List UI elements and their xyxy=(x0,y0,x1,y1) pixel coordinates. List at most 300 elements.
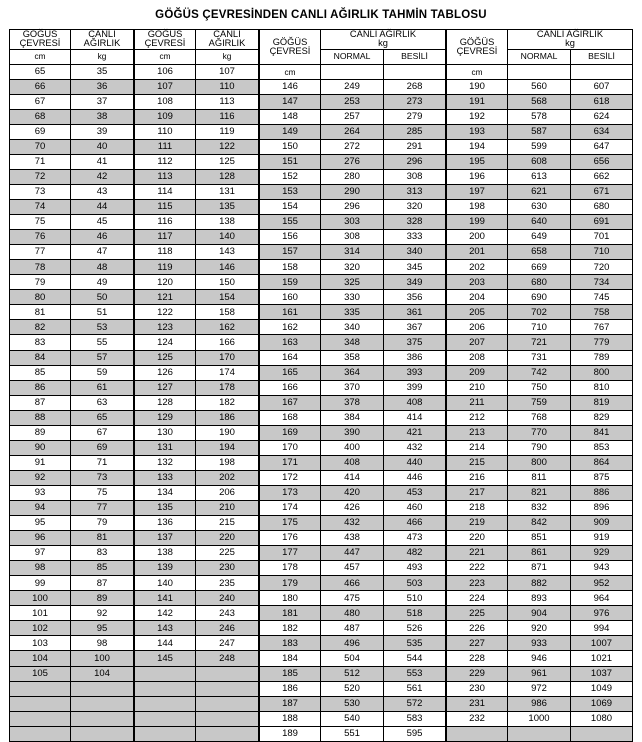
table-cell: 375 xyxy=(384,335,446,350)
header-row-main xyxy=(447,30,633,50)
table-cell: 561 xyxy=(384,681,446,696)
table-cell: 104 xyxy=(71,666,134,681)
table-row xyxy=(135,531,259,546)
table-row xyxy=(447,425,633,440)
table-cell: 578 xyxy=(508,109,571,124)
header-chest: GÖĞÜS ÇEVRESİ xyxy=(10,30,71,50)
header-unit-besili-spacer xyxy=(384,64,446,79)
table-cell: 154 xyxy=(260,200,321,215)
table-row xyxy=(135,335,259,350)
table-cell: 97 xyxy=(10,546,71,561)
table-row xyxy=(447,185,633,200)
table-cell: 851 xyxy=(508,531,571,546)
table-cell: 75 xyxy=(71,485,134,500)
table-cell: 460 xyxy=(384,501,446,516)
table-cell: 59 xyxy=(71,365,134,380)
table-cell: 367 xyxy=(384,320,446,335)
table-cell: 544 xyxy=(384,651,446,666)
table-cell: 662 xyxy=(571,169,633,184)
table-cell: 742 xyxy=(508,365,571,380)
table-cell: 73 xyxy=(71,470,134,485)
table-cell: 133 xyxy=(135,470,196,485)
table-cell: 207 xyxy=(447,335,508,350)
table-row xyxy=(447,305,633,320)
table-cell: 113 xyxy=(135,169,196,184)
table-row xyxy=(135,380,259,395)
table-cell: 273 xyxy=(384,94,446,109)
table-row xyxy=(135,621,259,636)
table-cell: 92 xyxy=(10,470,71,485)
table-cell: 909 xyxy=(571,516,633,531)
table-cell: 253 xyxy=(321,94,384,109)
table-row xyxy=(260,350,446,365)
table-row xyxy=(447,516,633,531)
header-weight: CANLI AĞIRLIK xyxy=(71,30,134,50)
table-cell: 832 xyxy=(508,501,571,516)
header-chest: GÖĞÜS ÇEVRESİ xyxy=(447,30,508,65)
table-cell: 147 xyxy=(260,94,321,109)
table-cell: 893 xyxy=(508,591,571,606)
table-cell: 285 xyxy=(384,124,446,139)
table-row xyxy=(10,275,134,290)
table-row xyxy=(135,711,259,726)
table-row xyxy=(10,546,134,561)
table-cell: 180 xyxy=(260,591,321,606)
header-besili: BESİLİ xyxy=(571,49,633,64)
table-group-3-body xyxy=(260,79,446,741)
table-cell: 972 xyxy=(508,681,571,696)
table-cell: 182 xyxy=(196,395,259,410)
table-row xyxy=(135,591,259,606)
table-row xyxy=(447,681,633,696)
header-weight xyxy=(508,30,633,50)
table-row xyxy=(260,380,446,395)
table-cell: 790 xyxy=(508,440,571,455)
table-cell: 48 xyxy=(71,260,134,275)
table-row xyxy=(260,561,446,576)
table-cell: 152 xyxy=(260,169,321,184)
table-cell: 811 xyxy=(508,470,571,485)
header-unit-kg: kg xyxy=(378,38,388,49)
table-cell: 79 xyxy=(71,516,134,531)
table-cell: 933 xyxy=(508,636,571,651)
table-cell: 358 xyxy=(321,350,384,365)
table-cell: 503 xyxy=(384,576,446,591)
table-cell: 229 xyxy=(447,666,508,681)
table-cell: 328 xyxy=(384,215,446,230)
table-cell: 496 xyxy=(321,636,384,651)
table-cell: 200 xyxy=(447,230,508,245)
table-row xyxy=(135,696,259,711)
table-cell: 101 xyxy=(10,606,71,621)
header-unit-besili-spacer xyxy=(571,64,633,79)
table-cell: 335 xyxy=(321,305,384,320)
table-row xyxy=(135,666,259,681)
table-cell: 199 xyxy=(447,215,508,230)
table-row xyxy=(135,561,259,576)
table-cell: 886 xyxy=(571,485,633,500)
table-row xyxy=(10,305,134,320)
table-cell: 384 xyxy=(321,410,384,425)
table-row xyxy=(447,651,633,666)
table-cell: 325 xyxy=(321,275,384,290)
table-cell: 669 xyxy=(508,260,571,275)
table-row xyxy=(135,410,259,425)
header-unit-normal-spacer xyxy=(508,64,571,79)
table-cell: 76 xyxy=(10,230,71,245)
table-cell: 96 xyxy=(10,531,71,546)
table-cell: 432 xyxy=(384,440,446,455)
table-cell: 61 xyxy=(71,380,134,395)
table-cell: 279 xyxy=(384,109,446,124)
table-cell: 634 xyxy=(571,124,633,139)
table-cell: 853 xyxy=(571,440,633,455)
table-cell: 330 xyxy=(321,290,384,305)
table-cell: 134 xyxy=(135,485,196,500)
table-cell: 117 xyxy=(135,230,196,245)
table-cell: 466 xyxy=(321,576,384,591)
table-cell: 750 xyxy=(508,380,571,395)
table-cell: 135 xyxy=(135,501,196,516)
table-cell: 227 xyxy=(447,636,508,651)
table-row xyxy=(10,470,134,485)
header-row-units xyxy=(10,49,134,64)
table-row xyxy=(260,94,446,109)
table-cell: 131 xyxy=(196,185,259,200)
header-row-main xyxy=(135,30,259,50)
table-cell: 159 xyxy=(260,275,321,290)
table-cell: 215 xyxy=(196,516,259,531)
table-cell: 142 xyxy=(135,606,196,621)
table-cell: 731 xyxy=(508,350,571,365)
table-row xyxy=(260,425,446,440)
table-cell: 225 xyxy=(196,546,259,561)
table-cell: 399 xyxy=(384,380,446,395)
table-cell: 105 xyxy=(10,666,71,681)
table-cell: 46 xyxy=(71,230,134,245)
table-row xyxy=(260,470,446,485)
table-cell: 745 xyxy=(571,290,633,305)
table-row xyxy=(10,636,134,651)
table-row xyxy=(135,546,259,561)
table-row xyxy=(10,185,134,200)
table-cell: 608 xyxy=(508,154,571,169)
table-cell: 348 xyxy=(321,335,384,350)
table-row xyxy=(135,275,259,290)
table-cell xyxy=(135,681,196,696)
table-row xyxy=(135,124,259,139)
header-normal: NORMAL xyxy=(508,49,571,64)
table-group-2-header xyxy=(135,30,259,65)
table-cell: 1080 xyxy=(571,711,633,726)
table-cell: 137 xyxy=(135,531,196,546)
table-row xyxy=(10,154,134,169)
header-normal: NORMAL xyxy=(321,49,384,64)
table-row xyxy=(10,64,134,79)
table-cell: 71 xyxy=(10,154,71,169)
table-cell: 161 xyxy=(260,305,321,320)
table-row xyxy=(10,531,134,546)
table-cell: 114 xyxy=(135,185,196,200)
table-row xyxy=(260,260,446,275)
table-row xyxy=(10,666,134,681)
table-cell: 540 xyxy=(321,711,384,726)
table-row xyxy=(260,79,446,94)
table-cell: 701 xyxy=(571,230,633,245)
table-cell: 308 xyxy=(321,230,384,245)
table-cell: 649 xyxy=(508,230,571,245)
table-row xyxy=(260,245,446,260)
table-row xyxy=(260,696,446,711)
table-cell: 920 xyxy=(508,621,571,636)
table-cell: 44 xyxy=(71,200,134,215)
table-row xyxy=(447,666,633,681)
table-row xyxy=(447,275,633,290)
table-cell: 228 xyxy=(447,651,508,666)
table-cell xyxy=(135,696,196,711)
table-cell: 181 xyxy=(260,606,321,621)
table-cell: 249 xyxy=(321,79,384,94)
table-cell: 426 xyxy=(321,501,384,516)
table-cell: 170 xyxy=(196,350,259,365)
table-cell: 599 xyxy=(508,139,571,154)
table-cell: 361 xyxy=(384,305,446,320)
table-row xyxy=(10,410,134,425)
table-cell: 156 xyxy=(260,230,321,245)
table-cell: 875 xyxy=(571,470,633,485)
header-unit-kg: kg xyxy=(71,49,134,64)
table-cell: 246 xyxy=(196,621,259,636)
table-row xyxy=(135,154,259,169)
header-weight: CANLI AĞIRLIK xyxy=(196,30,259,50)
table-row xyxy=(260,681,446,696)
table-cell: 349 xyxy=(384,275,446,290)
table-cell: 109 xyxy=(135,109,196,124)
table-cell: 70 xyxy=(10,139,71,154)
table-cell: 128 xyxy=(196,169,259,184)
table-cell: 110 xyxy=(135,124,196,139)
table-cell: 800 xyxy=(571,365,633,380)
table-row xyxy=(447,636,633,651)
table-row xyxy=(135,726,259,741)
table-cell: 264 xyxy=(321,124,384,139)
table-cell: 861 xyxy=(508,546,571,561)
table-cell: 640 xyxy=(508,215,571,230)
table-row xyxy=(447,109,633,124)
table-cell xyxy=(508,726,571,741)
table-row xyxy=(260,124,446,139)
table-cell: 168 xyxy=(260,410,321,425)
table-cell: 45 xyxy=(71,215,134,230)
table-row xyxy=(10,425,134,440)
table-cell xyxy=(196,681,259,696)
table-cell: 205 xyxy=(447,305,508,320)
table-row xyxy=(135,169,259,184)
table-cell: 40 xyxy=(71,139,134,154)
table-row xyxy=(10,109,134,124)
table-cell: 964 xyxy=(571,591,633,606)
table-cell: 98 xyxy=(71,636,134,651)
table-cell: 223 xyxy=(447,576,508,591)
table-row xyxy=(260,666,446,681)
table-row xyxy=(135,260,259,275)
table-row xyxy=(10,335,134,350)
table-cell: 842 xyxy=(508,516,571,531)
table-row xyxy=(135,305,259,320)
table-cell: 475 xyxy=(321,591,384,606)
table-cell: 952 xyxy=(571,576,633,591)
table-cell: 172 xyxy=(260,470,321,485)
table-cell: 204 xyxy=(447,290,508,305)
table-cell: 770 xyxy=(508,425,571,440)
table-cell: 218 xyxy=(447,501,508,516)
table-cell: 243 xyxy=(196,606,259,621)
table-cell: 390 xyxy=(321,425,384,440)
table-cell: 94 xyxy=(10,501,71,516)
table-cell: 150 xyxy=(260,139,321,154)
table-cell: 87 xyxy=(10,395,71,410)
table-cell xyxy=(10,696,71,711)
table-row xyxy=(135,79,259,94)
table-cell: 734 xyxy=(571,275,633,290)
table-row xyxy=(447,531,633,546)
table-cell: 919 xyxy=(571,531,633,546)
table-cell: 167 xyxy=(260,395,321,410)
table-cell: 613 xyxy=(508,169,571,184)
table-cell: 121 xyxy=(135,290,196,305)
table-cell: 169 xyxy=(260,425,321,440)
table-cell: 131 xyxy=(135,440,196,455)
table-cell: 188 xyxy=(260,711,321,726)
table-row xyxy=(135,681,259,696)
table-cell: 248 xyxy=(196,651,259,666)
header-row-main xyxy=(260,30,446,50)
table-row xyxy=(10,169,134,184)
table-cell: 42 xyxy=(71,169,134,184)
table-cell: 553 xyxy=(384,666,446,681)
table-cell: 87 xyxy=(71,576,134,591)
table-row xyxy=(260,335,446,350)
table-cell: 102 xyxy=(10,621,71,636)
table-group-3 xyxy=(259,29,446,742)
table-cell: 176 xyxy=(260,531,321,546)
table-cell: 107 xyxy=(135,79,196,94)
table-row xyxy=(10,139,134,154)
table-cell: 224 xyxy=(447,591,508,606)
table-cell: 658 xyxy=(508,245,571,260)
table-cell: 196 xyxy=(447,169,508,184)
table-cell: 206 xyxy=(196,485,259,500)
table-cell: 122 xyxy=(196,139,259,154)
table-cell: 166 xyxy=(196,335,259,350)
table-row xyxy=(447,591,633,606)
table-row xyxy=(447,200,633,215)
table-row xyxy=(135,485,259,500)
table-row xyxy=(135,290,259,305)
table-cell: 690 xyxy=(508,290,571,305)
table-cell: 113 xyxy=(196,94,259,109)
table-row xyxy=(135,185,259,200)
table-cell: 38 xyxy=(71,109,134,124)
table-row xyxy=(10,621,134,636)
table-cell: 151 xyxy=(260,154,321,169)
table-cell: 408 xyxy=(384,395,446,410)
table-cell: 518 xyxy=(384,606,446,621)
table-cell: 53 xyxy=(71,320,134,335)
table-row xyxy=(260,395,446,410)
table-cell: 194 xyxy=(447,139,508,154)
table-cell: 166 xyxy=(260,380,321,395)
table-cell: 231 xyxy=(447,696,508,711)
table-cell: 220 xyxy=(447,531,508,546)
table-cell: 195 xyxy=(447,154,508,169)
table-cell: 67 xyxy=(10,94,71,109)
table-cell: 624 xyxy=(571,109,633,124)
table-row xyxy=(260,455,446,470)
table-cell: 221 xyxy=(447,546,508,561)
table-cell: 291 xyxy=(384,139,446,154)
table-cell: 647 xyxy=(571,139,633,154)
header-unit-kg: kg xyxy=(196,49,259,64)
table-cell: 86 xyxy=(10,380,71,395)
table-row xyxy=(10,350,134,365)
table-row xyxy=(447,501,633,516)
table-row xyxy=(260,516,446,531)
table-cell: 36 xyxy=(71,79,134,94)
table-cell: 308 xyxy=(384,169,446,184)
table-row xyxy=(10,501,134,516)
table-row xyxy=(10,380,134,395)
table-cell: 767 xyxy=(571,320,633,335)
table-cell: 79 xyxy=(10,275,71,290)
table-cell: 140 xyxy=(135,576,196,591)
table-cell xyxy=(135,711,196,726)
table-cell: 386 xyxy=(384,350,446,365)
table-cell: 904 xyxy=(508,606,571,621)
table-row xyxy=(10,320,134,335)
table-cell: 41 xyxy=(71,154,134,169)
table-row xyxy=(260,215,446,230)
table-cell: 819 xyxy=(571,395,633,410)
table-cell: 296 xyxy=(321,200,384,215)
table-row xyxy=(135,94,259,109)
table-cell xyxy=(135,726,196,741)
header-weight-label: CANLI AĞIRLIK xyxy=(349,29,417,39)
table-cell: 106 xyxy=(135,64,196,79)
table-cell: 493 xyxy=(384,561,446,576)
table-cell: 170 xyxy=(260,440,321,455)
table-cell: 183 xyxy=(260,636,321,651)
table-cell: 210 xyxy=(196,501,259,516)
table-row xyxy=(260,546,446,561)
table-row xyxy=(10,124,134,139)
table-row xyxy=(260,651,446,666)
table-cell: 206 xyxy=(447,320,508,335)
table-row xyxy=(10,681,134,696)
table-row xyxy=(10,516,134,531)
table-cell: 162 xyxy=(260,320,321,335)
table-cell: 178 xyxy=(260,561,321,576)
table-cell: 400 xyxy=(321,440,384,455)
table-cell: 230 xyxy=(196,561,259,576)
table-cell: 235 xyxy=(196,576,259,591)
table-row xyxy=(10,561,134,576)
table-row xyxy=(260,365,446,380)
table-cell: 67 xyxy=(71,425,134,440)
table-cell xyxy=(10,726,71,741)
table-cell: 135 xyxy=(196,200,259,215)
page-title: GÖĞÜS ÇEVRESİNDEN CANLI AĞIRLIK TAHMİN TABLOSU xyxy=(155,9,487,21)
